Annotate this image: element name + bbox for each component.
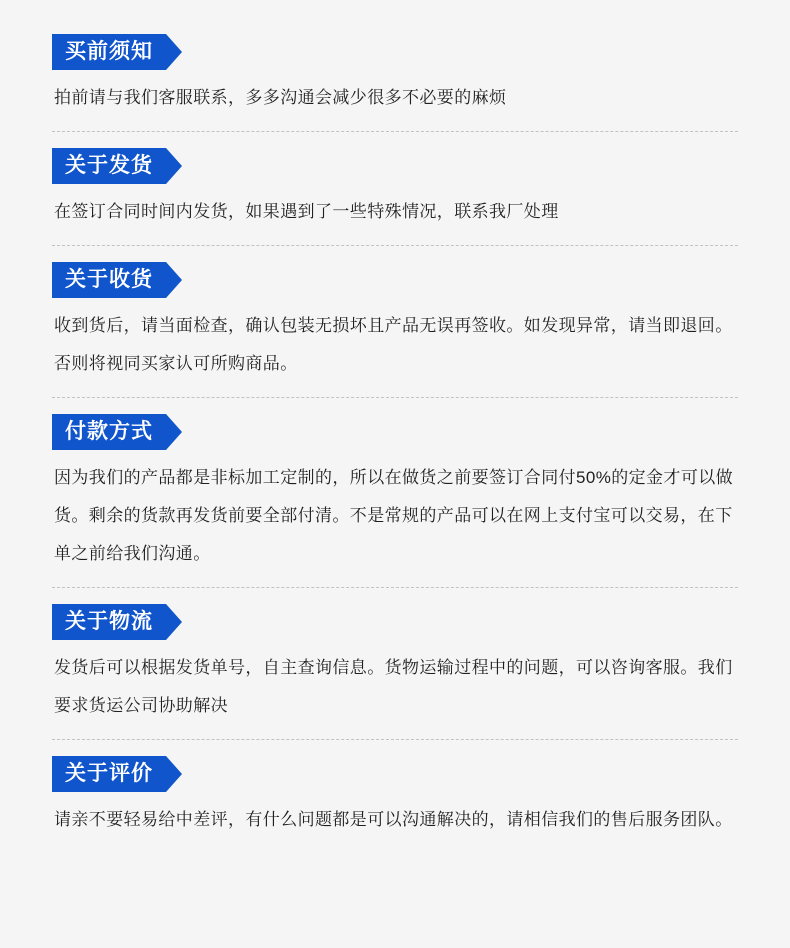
section-tag-label: 关于物流	[52, 604, 166, 640]
section-header	[52, 604, 748, 640]
section-header	[52, 756, 748, 792]
section-header	[52, 414, 748, 450]
tag-arrow-icon	[166, 414, 182, 450]
section-review	[42, 756, 748, 839]
section-divider	[52, 587, 738, 588]
section-payment	[42, 414, 748, 573]
tag-arrow-icon	[166, 34, 182, 70]
section-body-text: 在签订合同时间内发货，如果遇到了一些特殊情况，联系我厂处理	[54, 202, 559, 221]
tag-arrow-icon	[166, 148, 182, 184]
section-shipping	[42, 148, 748, 231]
section-tag-label: 关于发货	[52, 148, 166, 184]
section-tag-label: 付款方式	[52, 414, 166, 450]
section-divider	[52, 739, 738, 740]
section-body-text: 因为我们的产品都是非标加工定制的，所以在做货之前要签订合同付50%的定金才可以做货。剩余的货款再发货前要全部付清。不是常规的产品可以在网上支付宝可以交易，在下单之前给我们沟通。	[54, 468, 734, 563]
section-logistics	[42, 604, 748, 725]
section-header	[52, 34, 748, 70]
section-body-text: 发货后可以根据发货单号，自主查询信息。货物运输过程中的问题，可以咨询客服。我们要求货运公司协助解决	[54, 658, 733, 715]
section-body-text: 拍前请与我们客服联系，多多沟通会减少很多不必要的麻烦	[54, 88, 507, 107]
section-header	[52, 148, 748, 184]
section-header	[52, 262, 748, 298]
tag-arrow-icon	[166, 262, 182, 298]
section-tag-label: 买前须知	[52, 34, 166, 70]
section-divider	[52, 397, 738, 398]
section-tag-label: 关于评价	[52, 756, 166, 792]
section-receiving	[42, 262, 748, 383]
section-divider	[52, 131, 738, 132]
section-buy-notice	[42, 34, 748, 117]
section-tag-label: 关于收货	[52, 262, 166, 298]
section-divider	[52, 245, 738, 246]
section-body-text: 请亲不要轻易给中差评，有什么问题都是可以沟通解决的，请相信我们的售后服务团队。	[54, 810, 733, 829]
tag-arrow-icon	[166, 604, 182, 640]
section-body-text: 收到货后，请当面检查，确认包装无损坏且产品无误再签收。如发现异常，请当即退回。否则将视同买家认可所购商品。	[54, 316, 733, 373]
tag-arrow-icon	[166, 756, 182, 792]
